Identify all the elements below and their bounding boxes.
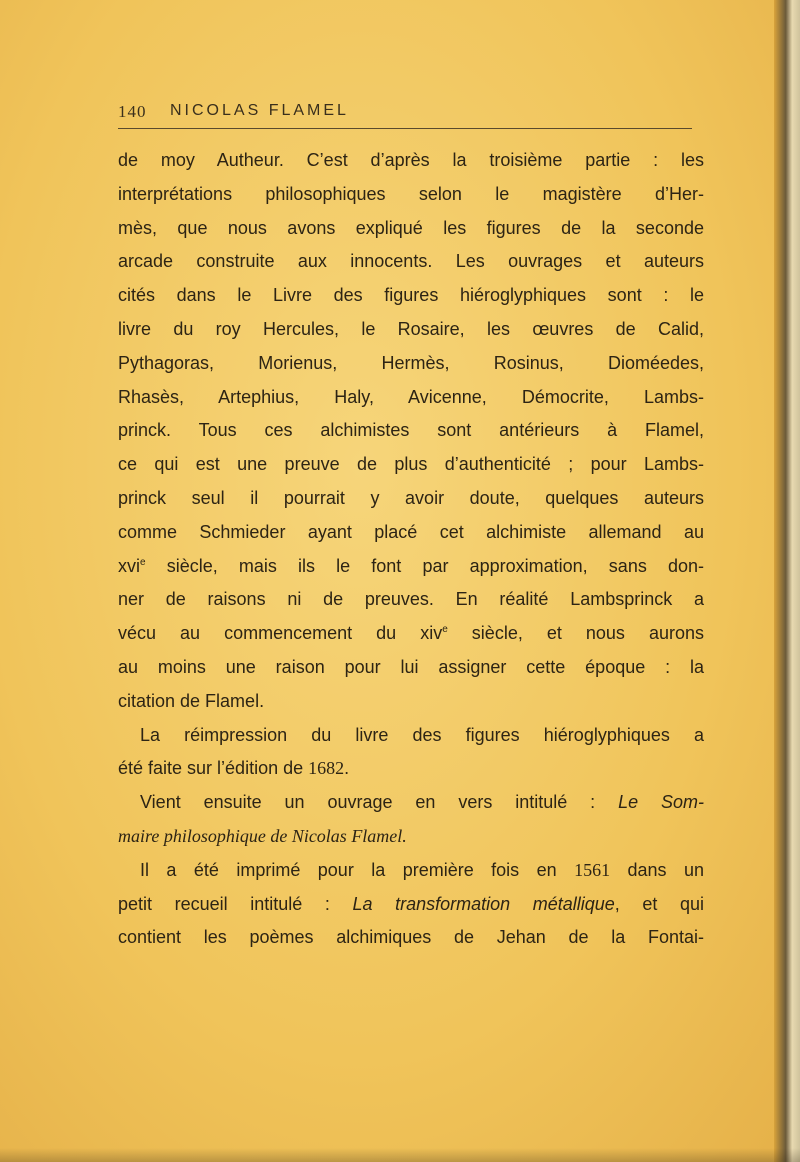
text-line (118, 617, 704, 651)
year: 1682 (308, 758, 345, 779)
superscript-e: e (442, 624, 448, 636)
text-segment: siècle, et nous aurons (447, 623, 704, 644)
text-line: Pythagoras, Morienus, Hermès, Rosinus, Dioméedes, (118, 352, 704, 373)
text-segment: petit recueil intitulé : (118, 893, 353, 914)
paragraph-start: La réimpression du livre des figures hiéroglyphiques a (140, 724, 704, 745)
text-segment: siècle, mais ils le font par approximation, sans don- (145, 555, 704, 576)
text-line: de moy Autheur. C’est d’après la troisième partie : les (118, 150, 704, 170)
text-segment: , et qui (614, 893, 704, 914)
text-line: ner de raisons ni de preuves. En réalité Lambsprinck a (118, 589, 704, 610)
text-line: ce qui est une preuve de plus d’authenticité ; pour Lambs- (118, 454, 704, 475)
page-bottom-shadow (0, 1148, 800, 1162)
year: 1561 (574, 859, 611, 880)
text-line: arcade construite aux innocents. Les ouvrages et auteurs (118, 251, 704, 272)
superscript-e: e (140, 556, 146, 568)
page-edge-shadow (774, 0, 800, 1162)
paragraph-start (118, 854, 704, 888)
text-line: princk seul il pourrait y avoir doute, quelques auteurs (118, 487, 704, 508)
book-title: maire philosophique de Nicolas Flamel. (118, 825, 407, 846)
body-text (118, 144, 704, 955)
text-segment: été faite sur l’édition de (118, 758, 309, 779)
text-line: contient les poèmes alchimiques de Jehan de la Fontai- (118, 927, 704, 948)
text-segment: . (344, 758, 350, 779)
book-title: Le Som- (618, 792, 704, 813)
text-segment: Il a été imprimé pour la première fois en (140, 859, 575, 880)
book-title: La transformation métallique (352, 893, 615, 914)
text-line: mès, que nous avons expliqué les figures de la seconde (118, 217, 704, 238)
text-line: citation de Flamel. (118, 690, 265, 711)
header-rule (118, 128, 692, 129)
text-line (118, 820, 704, 854)
text-line (118, 888, 704, 922)
page-number: 140 (118, 102, 147, 121)
text-segment: Vient ensuite un ouvrage en vers intitulé : (140, 792, 619, 813)
paragraph-start (118, 786, 704, 820)
text-line: cités dans le Livre des figures hiéroglyphiques sont : le (118, 285, 704, 306)
running-title: NICOLAS FLAMEL (170, 102, 349, 119)
text-segment: vécu au commencement du xiv (118, 623, 443, 644)
text-line: comme Schmieder ayant placé cet alchimiste allemand au (118, 521, 704, 542)
text-line (118, 550, 704, 584)
text-line (118, 752, 704, 786)
text-line: au moins une raison pour lui assigner cette époque : la (118, 656, 704, 677)
text-line: interprétations philosophiques selon le magistère d’Her- (118, 183, 704, 204)
text-line: Rhasès, Artephius, Haly, Avicenne, Démocrite, Lambs- (118, 386, 704, 407)
century-numeral: xvi (118, 555, 140, 576)
text-line: princk. Tous ces alchimistes sont antérieurs à Flamel, (118, 420, 704, 441)
text-line: livre du roy Hercules, le Rosaire, les œuvres de Calid, (118, 318, 704, 339)
text-segment: dans un (610, 859, 704, 880)
